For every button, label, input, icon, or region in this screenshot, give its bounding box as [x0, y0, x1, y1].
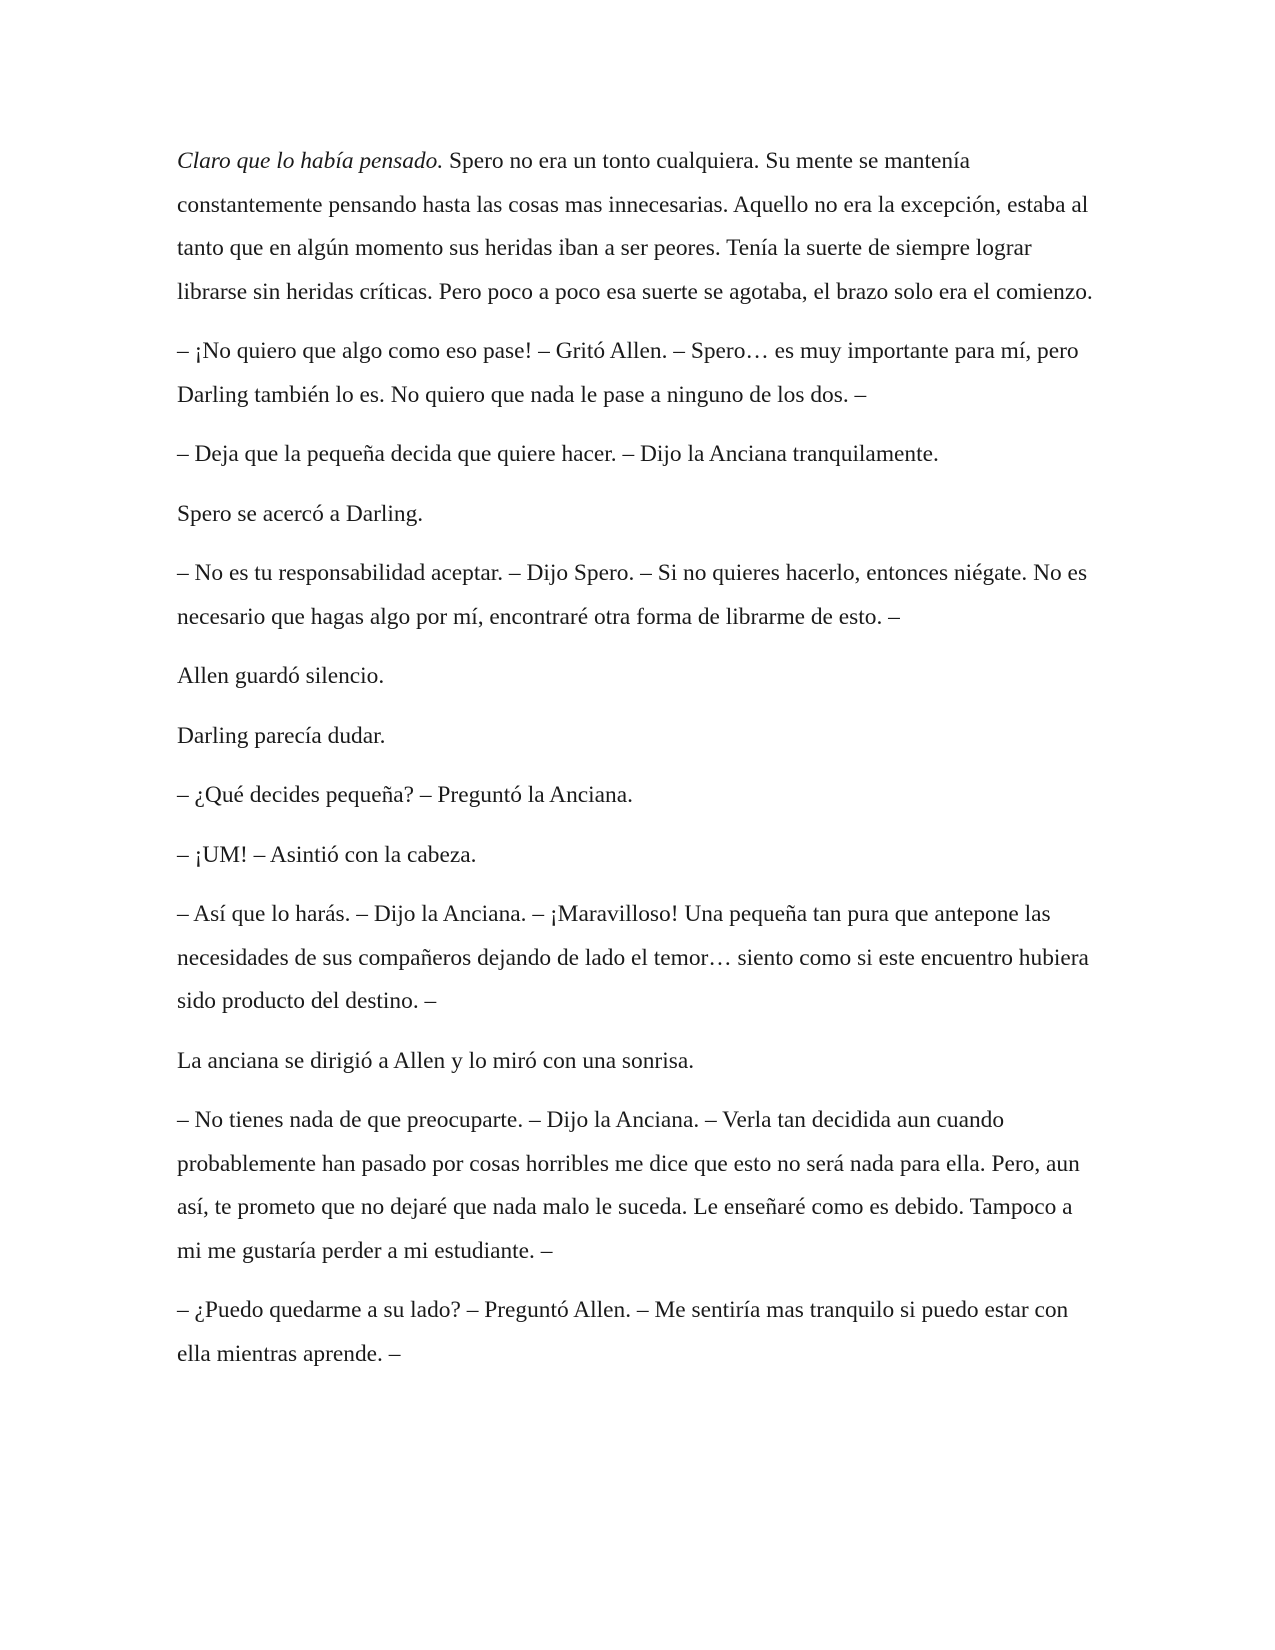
- italic-phrase: Claro que lo había pensado.: [177, 148, 444, 174]
- paragraph-1: [177, 140, 1101, 314]
- paragraph-12: – No tienes nada de que preocuparte. – Dijo la Anciana. – Verla tan decidida aun cuando probablemente han pasado por cosas horribles me dice que esto no será nada para ella. Pero, aun así, te prometo que no dejaré que nada malo le suceda. Le enseñaré como es debido. Tampoco a mi me gustaría perder a mi estudiante. –: [177, 1107, 1080, 1264]
- paragraph-11: La anciana se dirigió a Allen y lo miró con una sonrisa.: [177, 1047, 695, 1074]
- document-body: [177, 140, 1101, 1392]
- paragraph-9: – ¡UM! – Asintió con la cabeza.: [177, 841, 477, 868]
- paragraph-13: – ¿Puedo quedarme a su lado? – Preguntó Allen. – Me sentiría mas tranquilo si puedo estar con ella mientras aprende. –: [177, 1297, 1069, 1367]
- paragraph-5: – No es tu responsabilidad aceptar. – Dijo Spero. – Si no quieres hacerlo, entonces niégate. No es necesario que hagas algo por mí, encontraré otra forma de librarme de esto. –: [177, 560, 1088, 630]
- paragraph-10: – Así que lo harás. – Dijo la Anciana. – ¡Maravilloso! Una pequeña tan pura que antepone las necesidades de sus compañeros dejando de lado el temor… siento como si este encuentro hubiera sido producto del destino. –: [177, 901, 1089, 1014]
- paragraph-2: – ¡No quiero que algo como eso pase! – Gritó Allen. – Spero… es muy importante para mí, pero Darling también lo es. No quiero que nada le pase a ninguno de los dos. –: [177, 338, 1079, 408]
- paragraph-4: Spero se acercó a Darling.: [177, 500, 424, 527]
- paragraph-3: – Deja que la pequeña decida que quiere hacer. – Dijo la Anciana tranquilamente.: [177, 441, 939, 467]
- paragraph-7: Darling parecía dudar.: [177, 722, 386, 749]
- paragraph-6: Allen guardó silencio.: [177, 663, 385, 689]
- paragraph-8: – ¿Qué decides pequeña? – Preguntó la Anciana.: [177, 782, 633, 808]
- paragraph-1-text: Spero no era un tonto cualquiera. Su mente se mantenía constantemente pensando hasta las cosas mas innecesarias. Aquello no era la excepción, estaba al tanto que en algún momento sus heridas iban a ser peores. Tenía la suerte de siempre lograr librarse sin heridas críticas. Pero poco a poco esa suerte se agotaba, el brazo solo era el comienzo.: [177, 148, 1093, 305]
